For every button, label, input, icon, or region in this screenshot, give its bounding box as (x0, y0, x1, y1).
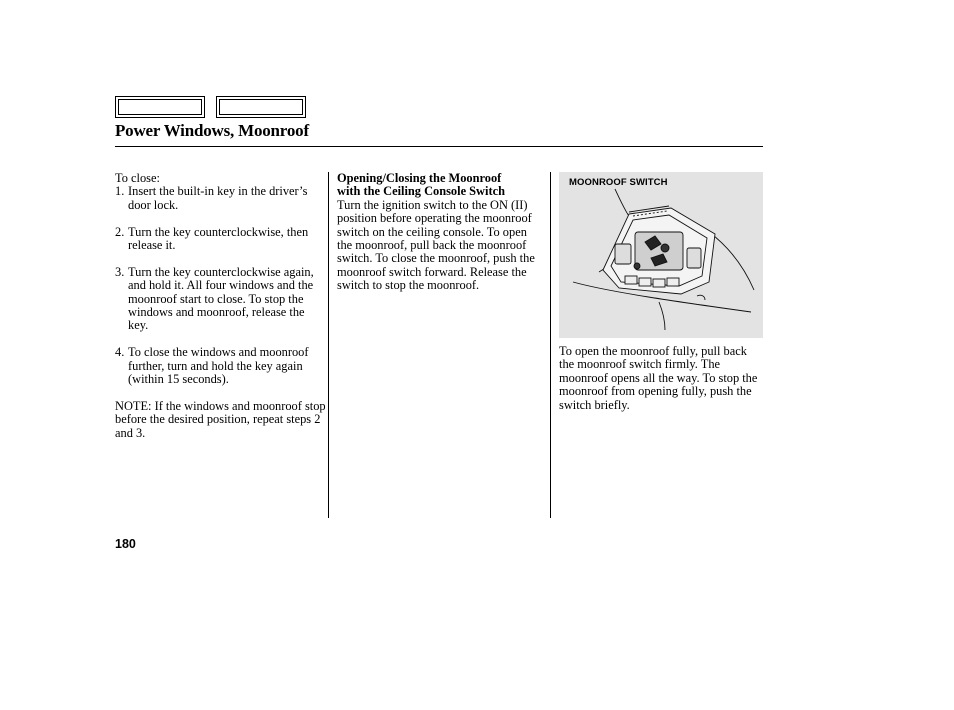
step-number: 4. (115, 345, 125, 360)
step-number: 3. (115, 264, 125, 279)
column-divider-2 (550, 172, 551, 518)
step-3 (115, 266, 327, 333)
page-number: 180 (115, 537, 136, 551)
section-tab-1[interactable] (115, 96, 205, 118)
section-body: Turn the ignition switch to the ON (II) position before operating the moonroof switch on the ceiling console. To open the moonroof, pull back the moonroof switch. To close the moonroof, push the moonroof switch forward. Release the switch to stop the moonroof. (337, 197, 535, 293)
step-text: Turn the key counterclockwise, then release it. (128, 224, 309, 253)
right-column-body: To open the moonroof fully, pull back the moonroof switch firmly. The moonroof opens all the way. To stop the moonroof from opening fully, push the switch briefly. (559, 344, 758, 412)
step-text: Insert the built-in key in the driver’s door lock. (128, 184, 308, 212)
step-number: 1. (115, 184, 125, 199)
left-column (115, 172, 327, 440)
step-number: 2. (115, 224, 125, 239)
section-heading (337, 172, 542, 199)
column-divider-1 (328, 172, 329, 518)
step-2 (115, 226, 327, 253)
right-column (559, 345, 763, 412)
step-text: To close the windows and moonroof further, turn and hold the key again (within 15 seconds). (128, 345, 309, 387)
section-heading-line-1: Opening/Closing the Moonroof (337, 171, 502, 185)
moonroof-switch-illustration (559, 172, 763, 338)
ceiling-console-drawing-icon (559, 172, 763, 338)
step-1 (115, 185, 327, 212)
step-text: Turn the key counterclockwise again, and hold it. All four windows and the moonroof start to close. To stop the windows and moonroof, release the key. (128, 264, 314, 333)
section-heading-line-2: with the Ceiling Console Switch (337, 184, 505, 199)
note-text: NOTE: If the windows and moonroof stop before the desired position, repeat steps 2 and 3. (115, 398, 326, 440)
intro-text: To close: (115, 171, 160, 185)
figure-label: MOONROOF SWITCH (569, 177, 668, 188)
title-rule (115, 146, 763, 147)
middle-column (337, 172, 542, 293)
section-tab-2[interactable] (216, 96, 306, 118)
step-4 (115, 346, 327, 386)
page-title: Power Windows, Moonroof (115, 121, 309, 140)
